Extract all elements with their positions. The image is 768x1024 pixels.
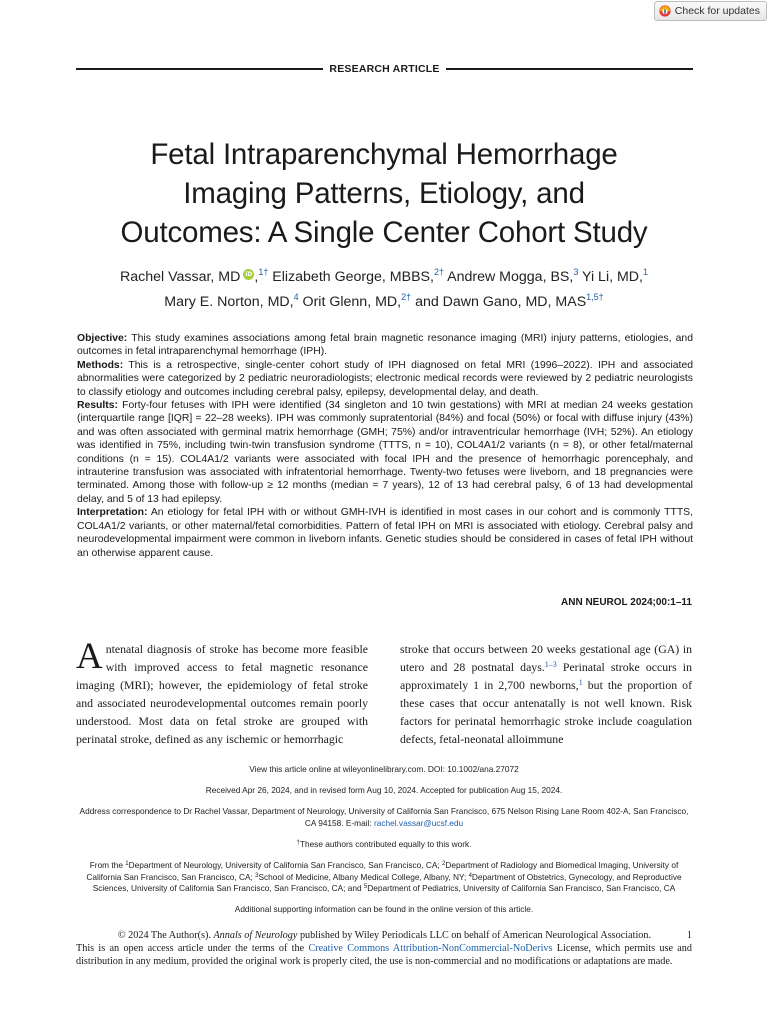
abstract-label: Results: — [77, 400, 118, 412]
abstract-objective — [77, 332, 693, 359]
license-suffix: License, which permits use and distribution in any medium, provided the original work is properly cited, the use is non-commercial and no modifications or adaptations are made. — [76, 943, 692, 967]
affiliations-note — [76, 860, 692, 895]
affiliation-text: Department of Obstetrics, Gynecology, and Reproductive Sciences, University of California San Francisco, San Francisco, CA; and — [92, 871, 682, 894]
copyright-text — [76, 929, 679, 942]
author-affiliation[interactable]: 2† — [433, 267, 444, 277]
author-name: Andrew Mogga, BS, — [447, 269, 574, 285]
body-column-left — [76, 636, 368, 749]
author-affiliation[interactable]: 1,5† — [586, 292, 604, 302]
correspondence-note — [76, 806, 692, 829]
journal-name: Annals of Neurology — [213, 930, 298, 941]
title-line-1: Fetal Intraparenchymal Hemorrhage — [150, 138, 618, 171]
body-text: ntenatal diagnosis of stroke has become more feasible with improved access to fetal magnetic resonance imaging (MRI); however, the epidemiology of fetal stroke and associated neurodevelopmental outcomes remain poorly understood. Most data on fetal stroke are grouped with perinatal stroke, defined as any ischemic or hemorrhagic — [76, 642, 368, 747]
affiliation-text: Department of Neurology, University of California San Francisco, San Francisco, CA; — [128, 859, 443, 870]
affiliation-text: Department of Pediatrics, University of California San Francisco, San Francisco, CA — [367, 883, 676, 894]
supporting-info-note: Additional supporting information can be found in the online version of this article. — [234, 904, 534, 915]
abstract-text: Forty-four fetuses with IPH were identified (34 singleton and 10 twin gestations) with MRI at median 24 weeks gestation (interquartile range [IQR] = 22–28 weeks). IPH was commonly supratentorial (84%) and focal (50%) or focal with diffuse injury (43%) and was often associated with germinal matrix hemorrhage (GMH; 75%) and/or intraventricular hemorrhage (IVH; 52%). An etiology was identified in 75%, including twin-twin transfusion syndrome (TTTS, n = 10), COL4A1/2 variants (n = 8), or other fetal/maternal conditions (n = 15). COL4A1/2 variants were associated with focal IPH and the presence of hemorrhagic porencephaly, and intrauterine transfusion was associated with infratentorial hemorrhage. Twenty-two fetuses were liveborn, and 18 pregnancies were terminated. Among those with follow-up ≥ 12 months (median = 7 years), 12 of 13 had cerebral palsy, 6 of 13 had developmental delay, and 5 of 13 had epilepsy. — [77, 400, 693, 505]
body-column-right — [400, 640, 692, 749]
affiliation-number: 4 — [468, 872, 472, 879]
license-prefix: This is an open access article under the terms of the — [76, 943, 309, 954]
affiliation-number: 1 — [125, 860, 129, 867]
author-name: Orit Glenn, MD, — [302, 294, 402, 310]
online-note: View this article online at wileyonlinelibrary.com. DOI: 10.1002/ana.27072 — [249, 764, 519, 774]
abstract-interpretation — [77, 506, 693, 560]
crossmark-icon — [659, 5, 671, 17]
affiliation-number: 2 — [442, 860, 446, 867]
body-text: stroke that occurs between 20 weeks gestational age (GA) in utero and 28 postnatal days. — [400, 642, 692, 675]
author-name: Elizabeth George, MBBS, — [272, 269, 434, 285]
email-link[interactable]: rachel.vassar@ucsf.edu — [374, 817, 464, 828]
license-link[interactable]: Creative Commons Attribution-NonCommercial-NoDerivs — [308, 943, 553, 954]
copyright-block — [76, 929, 692, 968]
affiliation-number: 3 — [255, 872, 259, 879]
article-title — [40, 135, 728, 252]
author-name: Rachel Vassar, MD — [119, 269, 241, 285]
author-line-1: Rachel Vassar, MDiD ,$^{1\dagger}$ Elizabeth George, MBBS,$^{2\dagger}$ Andrew Mogga, BS,$^3$ Yi Li, MD,$^1$ — [40, 265, 728, 290]
affiliation-prefix: From the — [89, 859, 126, 870]
copyright-prefix: © 2024 The Author(s). — [117, 930, 214, 941]
author-affiliation[interactable]: 4 — [293, 292, 299, 302]
body-text: Perinatal stroke occurs in approximately 1 in 2,700 newborns, — [400, 660, 692, 693]
section-rule-right — [446, 68, 693, 70]
affiliation-number: 5 — [363, 884, 368, 891]
check-for-updates-button[interactable] — [654, 1, 767, 21]
abstract-text: This is a retrospective, single-center cohort study of IPH diagnosed on fetal MRI (1996–2022). IPH and associated abnormalities were categorized by 2 pediatric neuroradiologists; electronic medical records were reviewed by 2 pediatric neurologists to classify etiology and outcomes including cerebral palsy, epilepsy, developmental delay, and death. — [77, 359, 693, 398]
author-list — [40, 265, 728, 315]
author-name: and Dawn Gano, MD, MAS — [415, 294, 587, 310]
reference-link[interactable]: 1–3 — [544, 660, 557, 670]
abstract-label: Interpretation: — [77, 507, 148, 519]
affiliation-text: School of Medicine, Albany Medical College, Albany, NY; — [258, 871, 469, 882]
abstract-methods — [77, 359, 693, 399]
drop-cap: A — [76, 636, 103, 677]
author-affiliation[interactable]: 3 — [573, 267, 579, 277]
abstract-results — [77, 399, 693, 506]
body-text: but the proportion of these cases that occur antenatally is not well known. Risk factors for perinatal hemorrhagic stroke include coagulation defects, fetal-neonatal alloimmune — [400, 678, 692, 747]
copyright-suffix: published by Wiley Periodicals LLC on behalf of American Neurological Association. — [297, 930, 652, 941]
check-for-updates-label: Check for updates — [674, 5, 760, 17]
author-affiliation[interactable]: 1† — [258, 267, 269, 277]
title-line-3: Outcomes: A Single Center Cohort Study — [120, 216, 648, 249]
dagger-symbol: † — [296, 839, 300, 846]
received-note: Received Apr 26, 2024, and in revised form Aug 10, 2024. Accepted for publication Aug 15, 2024. — [205, 785, 563, 796]
equal-contribution-note — [76, 839, 692, 851]
author-affiliation[interactable]: 2† — [401, 292, 412, 302]
equal-contribution-text: These authors contributed equally to this work. — [299, 838, 472, 849]
abstract-text: This study examines associations among fetal brain magnetic resonance imaging (MRI) injury patterns, etiologies, and outcomes in fetal intraparenchymal hemorrhage (IPH). — [77, 333, 693, 358]
author-name: Mary E. Norton, MD, — [164, 294, 294, 310]
reference-link[interactable]: 1 — [578, 678, 583, 688]
author-line-2 — [40, 290, 728, 315]
author-name: Yi Li, MD, — [582, 269, 643, 285]
section-header — [76, 61, 693, 77]
copyright-line — [76, 929, 692, 942]
orcid-icon[interactable] — [243, 269, 254, 280]
page-number: 1 — [686, 930, 692, 941]
section-label: RESEARCH ARTICLE — [329, 63, 440, 75]
author-affiliation[interactable]: 1 — [643, 267, 649, 277]
abstract-label: Objective: — [77, 333, 128, 344]
abstract-label: Methods: — [77, 359, 124, 371]
footnotes — [76, 764, 692, 925]
affiliation-text: Department of Radiology and Biomedical Imaging, University of California San Francisco, San Francisco, CA; — [86, 859, 679, 882]
abstract — [77, 332, 693, 560]
abstract-text: An etiology for fetal IPH with or without GMH-IVH is identified in most cases in our cohort and is commonly TTTS, COL4A1/2 variants, or other maternal/fetal comorbidities. Pattern of fetal IPH on MRI is associated with etiology. Cerebral palsy and neurodevelopmental impairment were common in liveborn infants. Genetic studies should be considered in cases of fetal IPH without an otherwise apparent cause. — [77, 507, 693, 559]
section-rule-left — [76, 68, 323, 70]
address-text: Address correspondence to Dr Rachel Vassar, Department of Neurology, University of California San Francisco, 675 Nelson Rising Lane Room 402-A, San Francisco, CA 94158. E-mail: — [79, 806, 689, 828]
journal-citation: ANN NEUROL 2024;00:1–11 — [561, 597, 692, 608]
license-text — [76, 942, 692, 968]
title-line-2: Imaging Patterns, Etiology, and — [183, 177, 585, 210]
